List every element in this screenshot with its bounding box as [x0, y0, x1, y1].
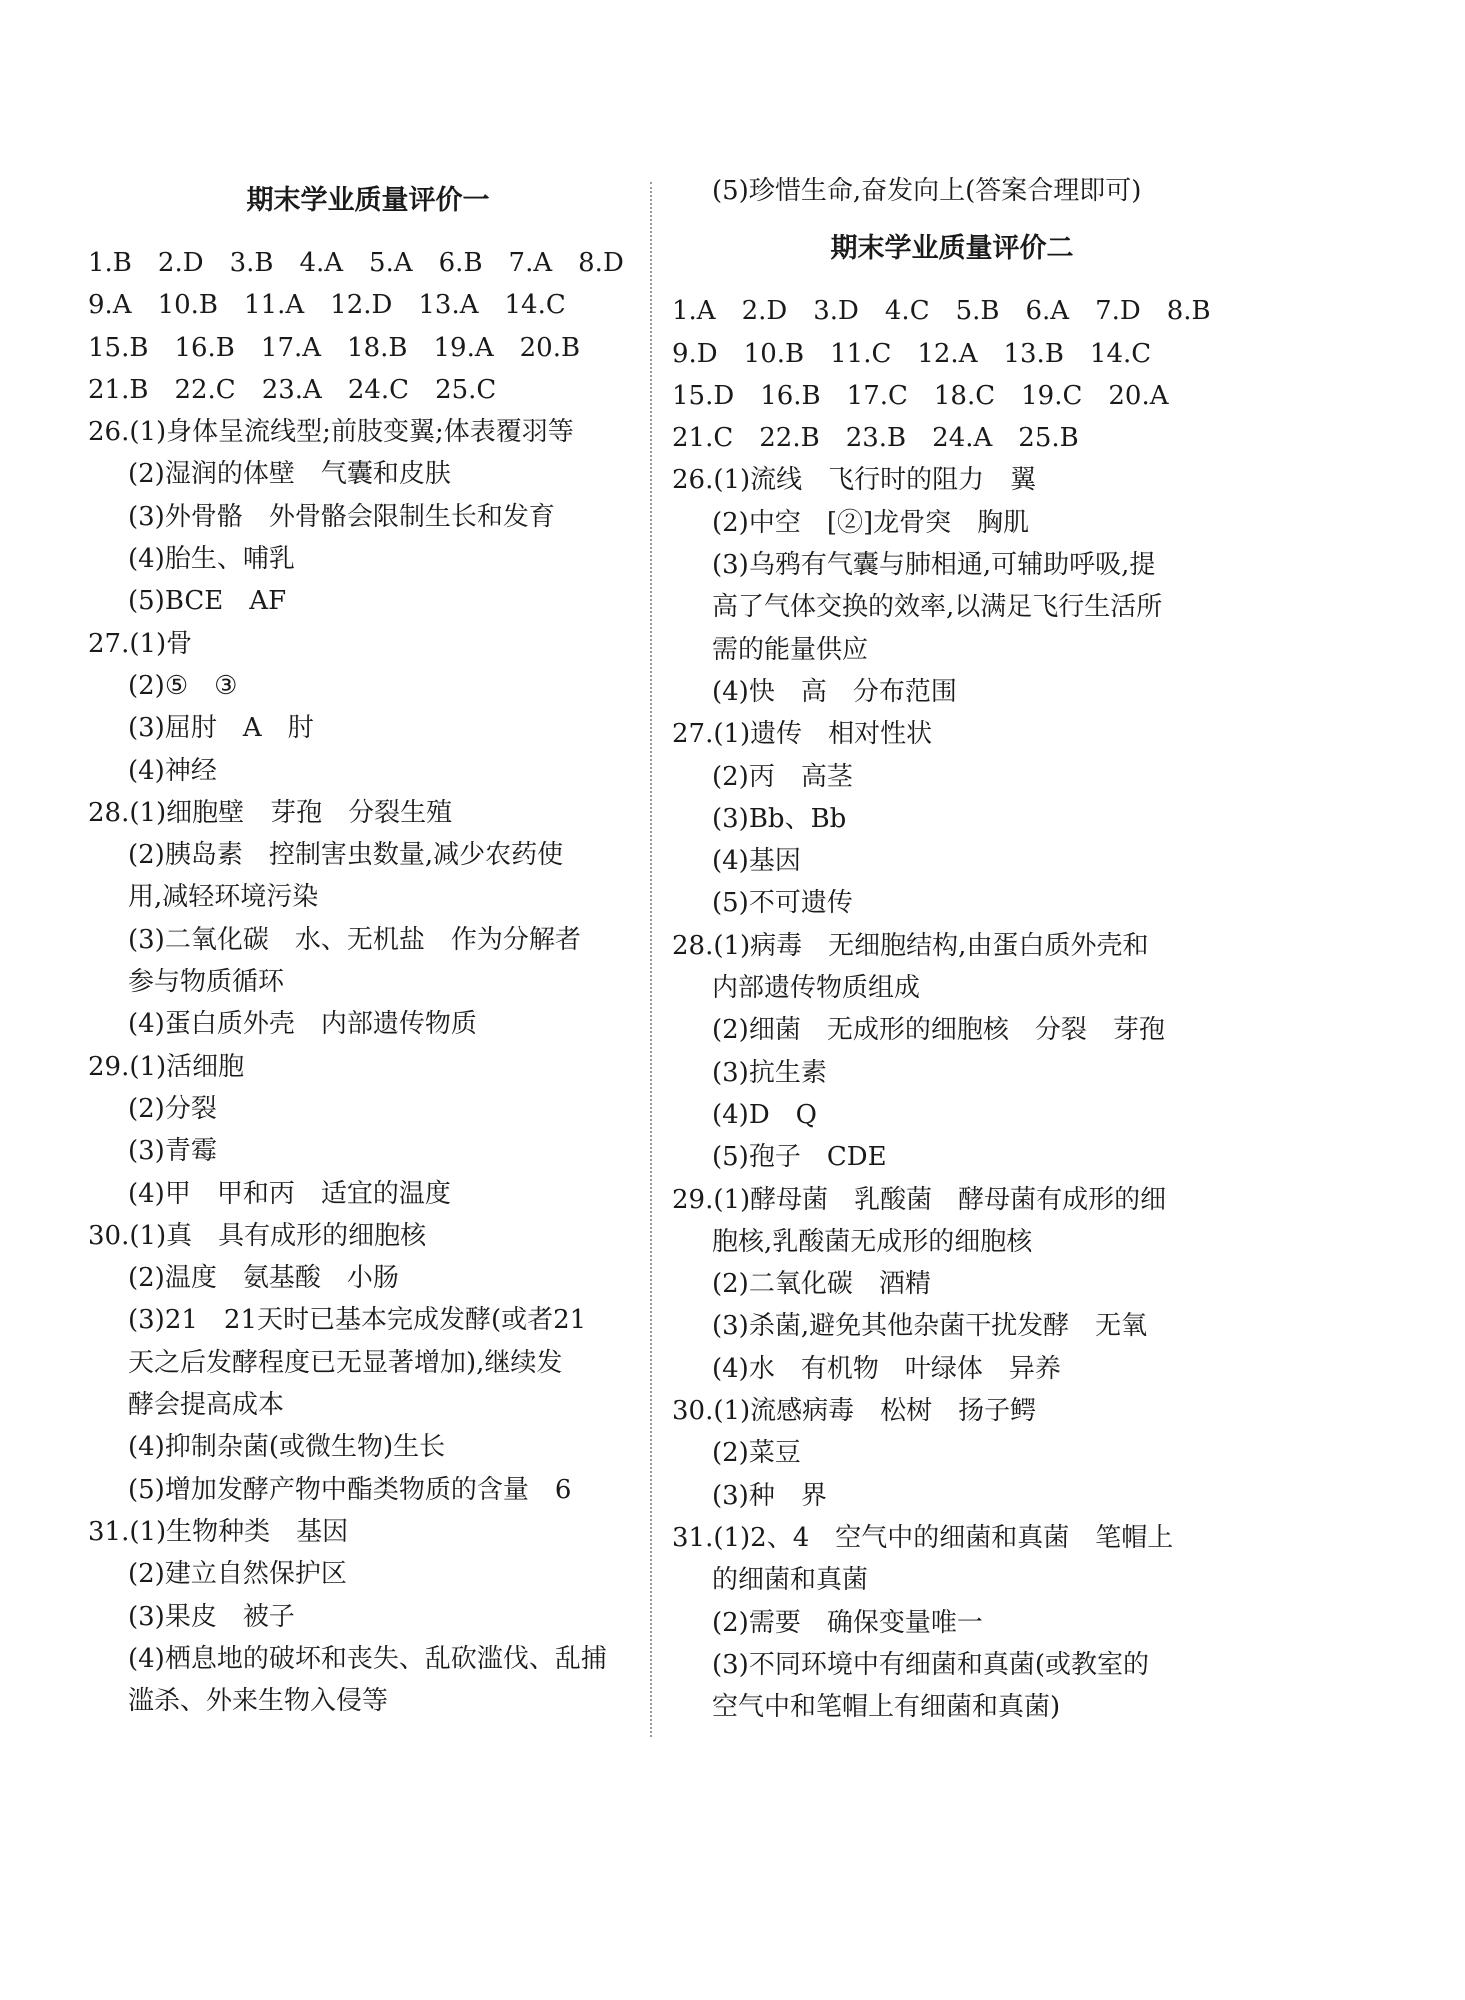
answer-line: 29.(1)酵母菌 乳酸菌 酵母菌有成形的细 — [672, 1184, 1167, 1215]
answer-line: (2)丙 高茎 — [712, 761, 853, 792]
answer-line: (2)分裂 — [128, 1093, 217, 1124]
answer-line: (2)菜豆 — [712, 1438, 801, 1469]
answer-list-2 — [672, 290, 1212, 1728]
answer-line: (4)D Q — [712, 1099, 817, 1130]
answer-line: (3)不同环境中有细菌和真菌(或教室的 — [712, 1649, 1149, 1680]
answer-line: 天之后发酵程度已无显著增加),继续发 — [128, 1347, 563, 1378]
answer-line: 28.(1)病毒 无细胞结构,由蛋白质外壳和 — [672, 930, 1149, 961]
answer-line: 需的能量供应 — [712, 634, 869, 665]
answer-line: (5)孢子 CDE — [712, 1142, 887, 1173]
answer-list-1 — [88, 242, 628, 1722]
section-heading-2: 期末学业质量评价二 — [830, 233, 1074, 265]
answer-line: (3)种 界 — [712, 1480, 827, 1511]
answer-line: 30.(1)真 具有成形的细胞核 — [88, 1220, 427, 1251]
answer-line: (4)抑制杂菌(或微生物)生长 — [128, 1432, 446, 1463]
answer-line: (5)增加发酵产物中酯类物质的含量 6 — [128, 1474, 572, 1505]
answer-line: (3)屈肘 A 肘 — [128, 713, 314, 744]
answer-line: (4)甲 甲和丙 适宜的温度 — [128, 1178, 451, 1209]
answer-line: (3)抗生素 — [712, 1057, 827, 1088]
answer-line: (2)需要 确保变量唯一 — [712, 1607, 983, 1638]
answer-line: 1.A 2.D 3.D 4.C 5.B 6.A 7.D 8.B — [672, 296, 1211, 327]
answer-line: (2)湿润的体壁 气囊和皮肤 — [128, 459, 451, 490]
answer-line: (4)蛋白质外壳 内部遗传物质 — [128, 1009, 477, 1040]
answer-line: (4)快 高 分布范围 — [712, 676, 957, 707]
answer-line: (2)温度 氨基酸 小肠 — [128, 1263, 399, 1294]
answer-line: 用,减轻环境污染 — [128, 882, 319, 913]
answer-line: (3)二氧化碳 水、无机盐 作为分解者 — [128, 924, 581, 955]
answer-line: 21.C 22.B 23.B 24.A 25.B — [672, 423, 1079, 454]
answer-line: 27.(1)骨 — [88, 628, 193, 659]
answer-line: (5)不可遗传 — [712, 888, 853, 919]
answer-line: 参与物质循环 — [128, 967, 285, 998]
answer-line: (2)细菌 无成形的细胞核 分裂 芽孢 — [712, 1015, 1165, 1046]
section-heading-1: 期末学业质量评价一 — [246, 185, 490, 216]
answer-line: 30.(1)流感病毒 松树 扬子鳄 — [672, 1396, 1037, 1427]
answer-line: 21.B 22.C 23.A 24.C 25.C — [88, 374, 497, 405]
continued-answer-line: (5)珍惜生命,奋发向上(答案合理即可) — [712, 176, 1142, 206]
answer-line: (3)果皮 被子 — [128, 1601, 295, 1632]
answer-line: (5)BCE AF — [128, 586, 287, 617]
answer-line: (2)建立自然保护区 — [128, 1559, 347, 1590]
answer-line: 31.(1)生物种类 基因 — [88, 1516, 349, 1547]
column-divider — [650, 182, 652, 1737]
answer-line: (3)杀菌,避免其他杂菌干扰发酵 无氧 — [712, 1311, 1148, 1342]
answer-line: (2)中空 [②]龙骨突 胸肌 — [712, 507, 1030, 538]
answer-line: 28.(1)细胞壁 芽孢 分裂生殖 — [88, 797, 453, 828]
answer-line: 1.B 2.D 3.B 4.A 5.A 6.B 7.A 8.D — [88, 248, 624, 278]
answer-line: (4)神经 — [128, 755, 217, 786]
answer-line: (2)二氧化碳 酒精 — [712, 1269, 931, 1300]
answer-line: (4)水 有机物 叶绿体 异养 — [712, 1353, 1061, 1384]
answer-line: 15.B 16.B 17.A 18.B 19.A 20.B — [88, 332, 581, 363]
answer-line: 26.(1)身体呈流线型;前肢变翼;体表覆羽等 — [88, 417, 574, 448]
answer-line: (3)Bb、Bb — [712, 803, 847, 834]
answer-line: 15.D 16.B 17.C 18.C 19.C 20.A — [672, 380, 1169, 411]
answer-line: (4)胎生、哺乳 — [128, 544, 295, 575]
left-column — [88, 178, 628, 1722]
answer-line: 27.(1)遗传 相对性状 — [672, 719, 933, 750]
answer-line: 9.A 10.B 11.A 12.D 13.A 14.C — [88, 290, 566, 321]
answer-line: (3)外骨骼 外骨骼会限制生长和发育 — [128, 501, 555, 532]
answer-line: 的细菌和真菌 — [712, 1565, 869, 1596]
answer-line: 29.(1)活细胞 — [88, 1051, 245, 1082]
answer-line: (4)栖息地的破坏和丧失、乱砍滥伐、乱捕 — [128, 1643, 607, 1674]
answer-line: 酵会提高成本 — [128, 1390, 285, 1421]
answer-line: 滥杀、外来生物入侵等 — [128, 1686, 389, 1717]
answer-line: (2)⑤ ③ — [128, 670, 238, 701]
right-column — [672, 170, 1212, 1728]
answer-line: (3)21 21天时已基本完成发酵(或者21 — [128, 1305, 587, 1336]
answer-line: (3)青霉 — [128, 1136, 217, 1167]
answer-line: 31.(1)2、4 空气中的细菌和真菌 笔帽上 — [672, 1522, 1174, 1553]
answer-line: 高了气体交换的效率,以满足飞行生活所 — [712, 592, 1163, 623]
answer-line: (4)基因 — [712, 846, 801, 877]
answer-line: (2)胰岛素 控制害虫数量,减少农药使 — [128, 840, 564, 871]
answer-line: 26.(1)流线 飞行时的阻力 翼 — [672, 465, 1037, 496]
answer-line: 空气中和笔帽上有细菌和真菌) — [712, 1692, 1061, 1723]
answer-line: 胞核,乳酸菌无成形的细胞核 — [712, 1226, 1033, 1257]
answer-line: 内部遗传物质组成 — [712, 973, 921, 1004]
answer-line: (3)乌鸦有气囊与肺相通,可辅助呼吸,提 — [712, 550, 1156, 581]
answer-line: 9.D 10.B 11.C 12.A 13.B 14.C — [672, 338, 1152, 369]
